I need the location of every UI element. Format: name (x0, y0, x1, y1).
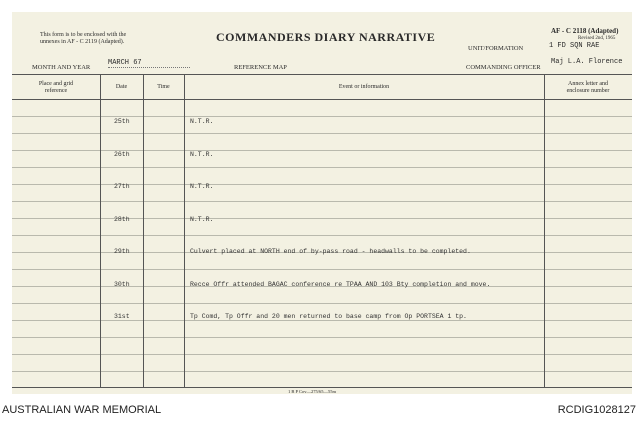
entry-date: 30th (114, 281, 130, 288)
col-annex-header: Annex letter and enclosure number (566, 81, 610, 94)
col-place-header: Place and grid reference (38, 81, 74, 94)
entry-date: 31st (114, 313, 130, 320)
entry-event: N.T.R. (190, 216, 214, 223)
commanding-officer-label: COMMANDING OFFICER (466, 64, 541, 71)
commanding-officer-value: Maj L.A. Florence (551, 58, 623, 66)
col-time-header: Time (157, 84, 170, 90)
form-revised: Revised 2nd, 1965 (578, 36, 616, 41)
entry-event: N.T.R. (190, 151, 214, 158)
diary-table (12, 74, 632, 388)
entry-event: N.T.R. (190, 183, 214, 190)
form-title: COMMANDERS DIARY NARRATIVE (216, 30, 436, 44)
entry-event: Culvert placed at NORTH end of by-pass road - headwalls to be completed. (190, 248, 471, 255)
entry-date: 25th (114, 118, 130, 125)
archive-id: RCDIG1028127 (557, 404, 636, 416)
entry-event: Recce Offr attended BAGAC conference re TPAA AND 103 Bty completion and move. (190, 281, 491, 288)
entry-date: 28th (114, 216, 130, 223)
diary-sheet (12, 12, 632, 394)
col-date-header: Date (115, 84, 128, 90)
col-event-header: Event or information (338, 84, 390, 90)
print-note: 1 B P Cov—275/65—55m (288, 389, 336, 394)
reference-map-label: REFERENCE MAP (234, 64, 287, 71)
month-value: MARCH 67 (108, 59, 190, 68)
month-label: MONTH AND YEAR (32, 64, 91, 71)
archive-credit: AUSTRALIAN WAR MEMORIAL (2, 404, 162, 416)
unit-label: UNIT/FORMATION (468, 45, 524, 52)
entry-date: 27th (114, 183, 130, 190)
entry-event: N.T.R. (190, 118, 214, 125)
unit-value: 1 FD SQN RAE (549, 42, 600, 50)
entry-date: 29th (114, 248, 130, 255)
form-instruction: This form is to be enclosed with the unnexes in AF - C 2119 (Adapted). (40, 32, 127, 45)
entry-date: 26th (114, 151, 130, 158)
entry-event: Tp Comd, Tp Offr and 20 men returned to base camp from Op PORTSEA 1 tp. (190, 313, 467, 320)
form-code: AF - C 2118 (Adapted) (551, 27, 619, 35)
